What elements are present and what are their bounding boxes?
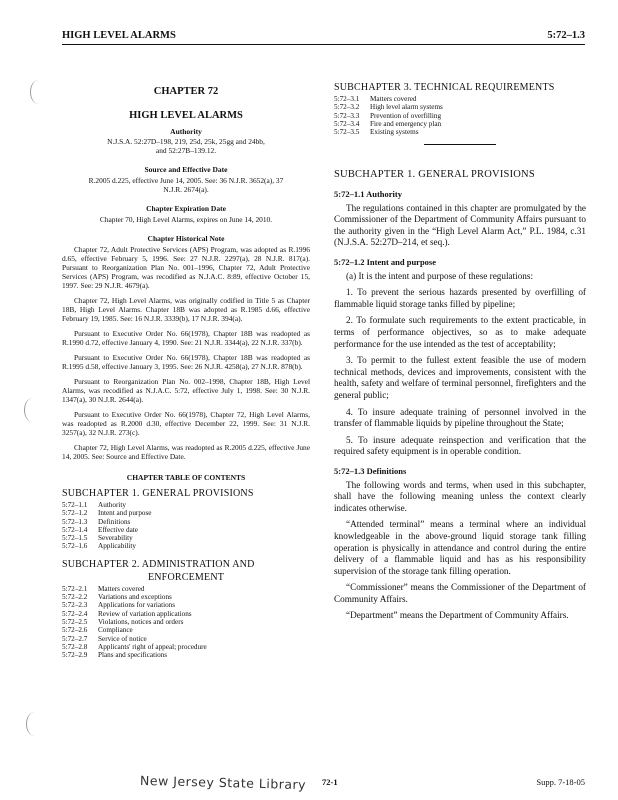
toc-entry	[334, 95, 586, 103]
toc-subchapter-2-list	[62, 585, 310, 660]
toc-entry-title: Authority	[98, 501, 126, 509]
toc-entry-title: Applicants' right of appeal; procedure	[98, 642, 207, 651]
historical-paragraph: Chapter 72, High Level Alarms, was originally codified in Title 5 as Chapter 18B, High Level Alarms. Chapter 18B was adopted as R.1985 d.66, effective February 19, 1985. See: 16 N.J.R. 3339(b), 17 N.J.R. 394(a).	[62, 296, 310, 323]
toc-entry	[62, 501, 310, 509]
source-text: R.2005 d.225, effective June 14, 2005. See: 36 N.J.R. 3652(a), 37 N.J.R. 2674(a).	[88, 176, 284, 194]
purpose-item: 5. To insure adequate reinspection and verification that the required safety equipment is in operable condition.	[334, 434, 586, 457]
toc-entry-number: 5:72–2.9	[62, 651, 88, 660]
section-1-2-intro: (a) It is the intent and purpose of these regulations:	[346, 270, 534, 281]
divider-rule	[424, 144, 496, 145]
toc-entry	[62, 618, 310, 626]
historical-note	[62, 245, 310, 461]
toc-entry-number: 5:72–2.3	[62, 601, 88, 610]
toc-entry-number: 5:72–2.4	[62, 609, 88, 618]
toc-subchapter-2-title-cont: ENFORCEMENT	[147, 571, 225, 583]
historical-paragraph: Pursuant to Executive Order No. 66(1978), Chapter 18B was readopted as R.1990 d.72, effective January 4, 1990. See: 21 N.J.R. 3344(a), 22 N.J.R. 337(b).	[62, 329, 310, 347]
toc-entry-title: Severability	[98, 534, 133, 543]
page-number: 72-1	[322, 777, 338, 787]
toc-entry-number: 5:72–2.6	[62, 626, 88, 635]
historical-paragraph: Chapter 72, High Level Alarms, was readopted as R.2005 d.225, effective June 14, 2005. See: Source and Effective Date.	[62, 443, 310, 461]
toc-entry-title: Variations and exceptions	[98, 593, 172, 602]
toc-entry-number: 5:72–2.2	[62, 593, 88, 602]
punch-hole-top	[30, 80, 47, 104]
supplement-date: Supp. 7-18-05	[536, 777, 585, 787]
page-footer	[60, 772, 585, 795]
toc-entry	[62, 509, 310, 517]
toc-entry-title: Plans and specifications	[98, 651, 168, 660]
purpose-item: 1. To prevent the serious hazards presented by overfilling of flammable liquid storage tanks filled by pipeline;	[334, 287, 586, 309]
toc-entry	[62, 518, 310, 526]
section-1-1-text: The regulations contained in this chapter are promulgated by the Commissioner of the Department of Community Affairs pursuant to the authority given in the “High Level Alarm Act,” P.L. 1984, c.31 (N.J.S.A. 52:27D–214, et seq.).	[334, 202, 586, 248]
chapter-label: CHAPTER 72	[153, 86, 219, 97]
purpose-item: 4. To insure adequate training of personnel involved in the transfer of flammable liquids by pipeline throughout the State;	[334, 406, 586, 429]
purpose-item: 3. To permit to the fullest extent feasible the use of modern technical methods, devices and improvements, consistent with the health, safety and welfare of terminal personnel, firefighters and the general public;	[334, 355, 586, 400]
toc-entry-title: Compliance	[98, 626, 133, 635]
toc-entry-number: 5:72–2.8	[62, 642, 88, 651]
toc-entry	[334, 112, 586, 120]
toc-entry-title: Fire and emergency plan	[370, 119, 442, 128]
expiration-heading: Chapter Expiration Date	[146, 204, 226, 213]
toc-entry-number: 5:72–1.2	[62, 509, 88, 518]
header-title: HIGH LEVEL ALARMS	[62, 30, 176, 41]
running-header	[62, 30, 585, 45]
toc-entry-title: Matters covered	[370, 95, 417, 103]
toc-entry-number: 5:72–3.1	[334, 95, 360, 103]
toc-entry	[334, 103, 586, 111]
section-1-1-heading: 5:72–1.1 Authority	[334, 189, 402, 200]
toc-entry	[62, 643, 310, 651]
chapter-body	[334, 169, 586, 622]
toc-subchapter-3-title: SUBCHAPTER 3. TECHNICAL REQUIREMENTS	[334, 82, 555, 93]
expiration-text: Chapter 70, High Level Alarms, expires on June 14, 2010.	[99, 215, 273, 224]
toc-entry-title: Matters covered	[98, 584, 145, 593]
toc-entry-number: 5:72–2.7	[62, 634, 88, 643]
toc-entry-title: Review of variation applications	[98, 609, 192, 618]
toc-subchapter-2-title: SUBCHAPTER 2. ADMINISTRATION AND	[62, 558, 255, 570]
historical-paragraph: Pursuant to Executive Order No. 66(1978), Chapter 72, High Level Alarms, was readopted as R.2000 d.30, effective December 22, 1999. See: 31 N.J.R. 3257(a), 32 N.J.R. 273(c).	[62, 410, 310, 437]
definition: “Attended terminal” means a terminal where an individual knowledgeable in the above-ground liquid storage tank filling operation is physically in attendance and control during the entire delivery of a flammable liquid and has as his responsibility supervision of the storage tank filling operation.	[334, 519, 586, 576]
definition: “Commissioner” means the Commissioner of the Department of Community Affairs.	[334, 582, 586, 604]
toc-entry-number: 5:72–1.4	[62, 525, 88, 534]
source-heading: Source and Effective Date	[144, 165, 228, 174]
toc-entry	[62, 526, 310, 534]
toc-entry	[62, 585, 310, 593]
toc-entry-title: Service of notice	[98, 634, 147, 643]
toc-heading: CHAPTER TABLE OF CONTENTS	[126, 473, 246, 482]
toc-subchapter-3-list	[334, 95, 586, 136]
subchapter-1-heading: SUBCHAPTER 1. GENERAL PROVISIONS	[334, 169, 535, 181]
historical-paragraph: Chapter 72, Adult Protective Services (APS) Program, was adopted as R.1996 d.65, effective February 5, 1996. See: 27 N.J.R. 2297(a), 28 N.J.R. 817(a). Pursuant to Reorganization Plan No. 001–1996, Chapter 72, Adult Protective Services (APS) Program, was recodified as N.J.A.C. 8:89, effective October 15, 1997. See: 29 N.J.R. 4679(a).	[62, 245, 310, 290]
toc-entry-number: 5:72–1.6	[62, 542, 88, 551]
toc-entry-title: Applications for variations	[98, 601, 176, 610]
section-1-3-heading: 5:72–1.3 Definitions	[334, 465, 407, 476]
toc-entry-title: Intent and purpose	[98, 509, 152, 518]
toc-entry-number: 5:72–3.3	[334, 111, 360, 120]
chapter-name: HIGH LEVEL ALARMS	[129, 110, 243, 121]
toc-entry-number: 5:72–1.1	[62, 501, 88, 509]
toc-entry-number: 5:72–3.2	[334, 103, 360, 112]
toc-entry-title: Violations, notices and orders	[98, 617, 184, 626]
toc-entry-number: 5:72–1.5	[62, 534, 88, 543]
historical-heading: Chapter Historical Note	[147, 234, 225, 243]
toc-entry-title: Definitions	[98, 517, 131, 526]
toc-entry	[62, 626, 310, 634]
toc-subchapter-1-list	[62, 501, 310, 551]
toc-entry-number: 5:72–3.4	[334, 119, 360, 128]
punch-hole-bottom	[26, 712, 43, 736]
toc-entry-number: 5:72–1.3	[62, 517, 88, 526]
toc-entry-title: Existing systems	[370, 128, 419, 137]
library-stamp: New Jersey State Library	[139, 772, 307, 793]
toc-entry	[62, 610, 310, 618]
toc-entry-title: High level alarm systems	[370, 103, 443, 112]
toc-entry-title: Prevention of overfilling	[370, 111, 442, 120]
toc-entry	[334, 120, 586, 128]
authority-text: N.J.S.A. 52:27D–198, 219, 25d, 25k, 25gg and 24bb, and 52:27B–139.12.	[107, 137, 265, 155]
toc-entry	[62, 542, 310, 550]
toc-entry	[334, 128, 586, 136]
toc-entry-number: 5:72–2.1	[62, 584, 88, 593]
toc-entry-number: 5:72–2.5	[62, 617, 88, 626]
toc-entry-title: Effective date	[98, 525, 138, 534]
historical-paragraph: Pursuant to Reorganization Plan No. 002–1998, Chapter 18B, High Level Alarms, was recodified as N.J.A.C. 5:72, effective July 1, 1998. See: 30 N.J.R. 1347(a), 30 N.J.R. 2644(a).	[62, 377, 310, 404]
toc-subchapter-1-title: SUBCHAPTER 1. GENERAL PROVISIONS	[62, 488, 254, 499]
punch-hole-middle	[24, 398, 41, 422]
right-column	[334, 82, 586, 627]
historical-paragraph: Pursuant to Executive Order No. 66(1978), Chapter 18B was readopted as R.1995 d.58, effective January 3, 1995. See: 26 N.J.R. 4258(a), 27 N.J.R. 878(b).	[62, 353, 310, 371]
toc-entry-title: Applicability	[98, 542, 136, 551]
purpose-item: 2. To formulate such requirements to the extent practicable, in terms of performance objectives, so as to make adequate performance for the use intended as the test of acceptability;	[334, 315, 586, 349]
toc-entry-number: 5:72–3.5	[334, 128, 360, 137]
section-1-3-intro: The following words and terms, when used in this subchapter, shall have the following meaning unless the context clearly indicates otherwise.	[334, 479, 586, 513]
toc-entry	[62, 593, 310, 601]
definition: “Department” means the Department of Community Affairs.	[346, 610, 569, 621]
authority-heading: Authority	[170, 127, 202, 136]
toc-entry	[62, 635, 310, 643]
toc-entry	[62, 601, 310, 609]
header-section-number: 5:72–1.3	[547, 30, 585, 41]
left-column	[62, 82, 310, 659]
toc-entry	[62, 534, 310, 542]
toc-entry	[62, 651, 310, 659]
section-1-2-heading: 5:72–1.2 Intent and purpose	[334, 257, 437, 268]
